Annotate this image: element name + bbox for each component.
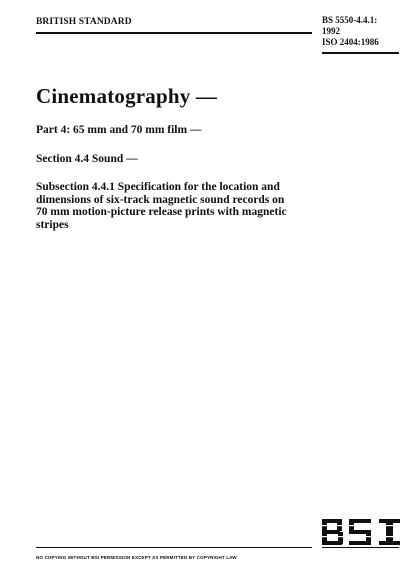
iso-reference: ISO 2404:1986 xyxy=(322,37,379,47)
standard-references xyxy=(322,15,379,48)
document-title: Cinematography — xyxy=(36,84,218,108)
part-title: Part 4: 65 mm and 70 mm film — xyxy=(36,124,202,136)
footer-rule-left xyxy=(36,547,312,548)
publisher-label: BRITISH STANDARD xyxy=(36,17,132,27)
copyright-notice: NO COPYING WITHOUT BSI PERMISSION EXCEPT AS PERMITTED BY COPYRIGHT LAW xyxy=(36,555,237,560)
section-title: Section 4.4 Sound — xyxy=(36,153,138,165)
bsi-logo xyxy=(322,517,400,547)
standard-year: 1992 xyxy=(322,26,340,36)
subsection-title: Subsection 4.4.1 Specification for the location and dimensions of six-track magnetic sound records on 70 mm motion-picture release prints with magnetic stripes xyxy=(36,181,287,231)
standard-number: BS 5550-4.4.1: xyxy=(322,15,378,25)
footer-rule-right xyxy=(322,547,399,548)
header-rule-left xyxy=(36,32,312,34)
header-rule-right xyxy=(322,52,399,54)
